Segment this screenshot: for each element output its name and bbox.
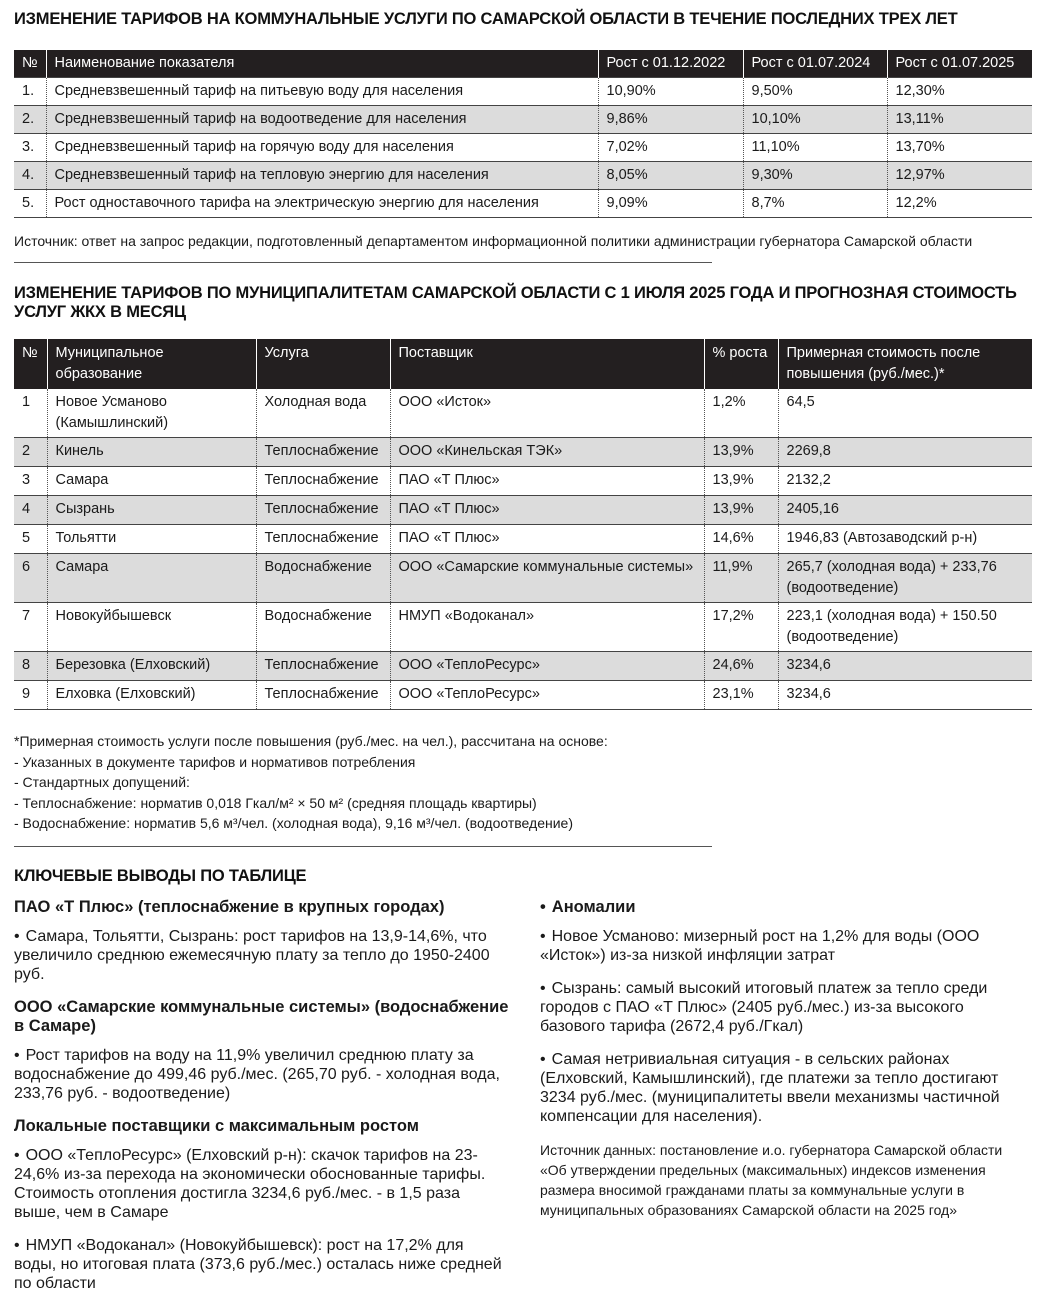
list-item <box>540 927 1020 965</box>
footnote <box>14 731 1014 834</box>
cell-municipality: Новокуйбышевск <box>47 603 256 652</box>
conclusions-left-column <box>14 898 509 1307</box>
cell-number: 5 <box>14 525 47 554</box>
cell-growth-percent: 1,2% <box>704 389 778 438</box>
table-row <box>14 78 1032 106</box>
cell-supplier: НМУП «Водоканал» <box>390 603 704 652</box>
cell-number: 5. <box>14 190 46 218</box>
footnote-line: - Теплоснабжение: норматив 0,018 Гкал/м² × 50 м² (средняя площадь квартиры) <box>14 794 537 811</box>
col-header-estimated-cost: Примерная стоимость после повышения (руб./мес.)* <box>778 339 1032 389</box>
col-header-growth-2025: Рост с 01.07.2025 <box>887 50 1032 78</box>
table-row <box>14 134 1032 162</box>
cell-indicator: Средневзвешенный тариф на тепловую энергию для населения <box>46 162 598 190</box>
cell-growth-2022: 10,90% <box>598 78 743 106</box>
cell-growth-percent: 24,6% <box>704 652 778 681</box>
bullet: • <box>540 980 546 997</box>
list-item-text: ООО «ТеплоРесурс» (Елховский р-н): скачок тарифов на 23-24,6% из-за перехода на экономически обоснованные тарифы. Стоимость отопления достигла 3234,6 руб./мес. - в 1,5 раза выше, чем в Самаре <box>14 1147 486 1221</box>
cell-growth-2022: 8,05% <box>598 162 743 190</box>
col-header-indicator: Наименование показателя <box>46 50 598 78</box>
list-item <box>540 1050 1020 1126</box>
list-item <box>14 927 509 984</box>
cell-municipality: Тольятти <box>47 525 256 554</box>
cell-estimated-cost: 223,1 (холодная вода) + 150.50 (водоотведение) <box>778 603 1032 652</box>
cell-number: 3 <box>14 467 47 496</box>
footnote-line: *Примерная стоимость услуги после повышения (руб./мес. на чел.), рассчитана на основе: <box>14 733 608 749</box>
cell-growth-2025: 12,2% <box>887 190 1032 218</box>
bullet: • <box>14 1237 20 1254</box>
list-item-text: Самая нетривиальная ситуация - в сельских районах (Елховский, Камышлинский), где платежи за тепло достигают 3234 руб./мес. (муниципалитеты ввели механизмы частичной компенсации для населения). <box>540 1051 1000 1125</box>
section-heading: ПАО «Т Плюс» (теплоснабжение в крупных городах) <box>14 898 445 916</box>
cell-estimated-cost: 265,7 (холодная вода) + 233,76 (водоотведение) <box>778 554 1032 603</box>
col-header-service: Услуга <box>256 339 390 389</box>
cell-number: 1. <box>14 78 46 106</box>
section-heading: ООО «Самарские коммунальные системы» (водоснабжение в Самаре) <box>14 998 509 1035</box>
table-row <box>14 496 1032 525</box>
table-header-row <box>14 339 1032 389</box>
cell-municipality: Кинель <box>47 438 256 467</box>
cell-growth-percent: 13,9% <box>704 496 778 525</box>
table-row <box>14 554 1032 603</box>
cell-growth-2024: 11,10% <box>743 134 887 162</box>
table-row <box>14 603 1032 652</box>
list-item <box>14 1236 509 1293</box>
bullet: • <box>540 928 546 945</box>
list-item <box>540 979 1020 1036</box>
cell-supplier: ПАО «Т Плюс» <box>390 467 704 496</box>
table-header-row <box>14 50 1032 78</box>
cell-municipality: Самара <box>47 554 256 603</box>
conclusions-title: КЛЮЧЕВЫЕ ВЫВОДЫ ПО ТАБЛИЦЕ <box>14 867 307 885</box>
cell-estimated-cost: 64,5 <box>778 389 1032 438</box>
cell-indicator: Средневзвешенный тариф на водоотведение для населения <box>46 106 598 134</box>
col-header-number: № <box>22 55 38 71</box>
cell-supplier: ООО «Исток» <box>390 389 704 438</box>
col-header-municipality: Муниципальное образование <box>47 339 256 389</box>
cell-indicator: Рост одноставочного тарифа на электрическую энергию для населения <box>46 190 598 218</box>
col-header-growth-2022: Рост с 01.12.2022 <box>598 50 743 78</box>
section-heading <box>540 898 1020 917</box>
table-row <box>14 652 1032 681</box>
table-row <box>14 525 1032 554</box>
list-item <box>14 1146 509 1222</box>
cell-number: 6 <box>14 554 47 603</box>
divider <box>14 846 712 847</box>
cell-supplier: ООО «Кинельская ТЭК» <box>390 438 704 467</box>
table-row <box>14 162 1032 190</box>
cell-number: 2. <box>14 106 46 134</box>
table-row <box>14 438 1032 467</box>
col-header-growth-percent: % роста <box>704 339 778 389</box>
cell-estimated-cost: 3234,6 <box>778 681 1032 710</box>
cell-estimated-cost: 2269,8 <box>778 438 1032 467</box>
cell-supplier: ООО «ТеплоРесурс» <box>390 652 704 681</box>
cell-number: 1 <box>14 389 47 438</box>
footnote-line: - Водоснабжение: норматив 5,6 м³/чел. (холодная вода), 9,16 м³/чел. (водоотведение) <box>14 815 573 831</box>
cell-estimated-cost: 3234,6 <box>778 652 1032 681</box>
footnote-line: - Указанных в документе тарифов и нормативов потребления <box>14 753 416 770</box>
cell-service: Теплоснабжение <box>256 467 390 496</box>
cell-service: Теплоснабжение <box>256 681 390 710</box>
conclusions-source: Источник данных: постановление и.о. губернатора Самарской области «Об утверждении предельных (максимальных) индексов изменения размера вносимой гражданами платы за коммунальные услуги в муниципальных образованиях Самарской области на 2025 год» <box>540 1142 1003 1218</box>
cell-service: Теплоснабжение <box>256 438 390 467</box>
table-row <box>14 681 1032 710</box>
list-item-text: Рост тарифов на воду на 11,9% увеличил среднюю плату за водоснабжение до 499,46 руб./мес. (265,70 руб. - холодная вода, 233,76 руб. - водоотведение) <box>14 1047 500 1102</box>
table1-source: Источник: ответ на запрос редакции, подготовленный департаментом информационной политики администрации губернатора Самарской области <box>14 233 973 249</box>
bullet: • <box>540 898 546 916</box>
list-item-text: НМУП «Водоканал» (Новокуйбышевск): рост на 17,2% для воды, но итоговая плата (373,6 руб./мес.) осталась ниже средней по области <box>14 1237 502 1292</box>
cell-municipality: Новое Усманово (Камышлинский) <box>47 389 256 438</box>
cell-supplier: ООО «ТеплоРесурс» <box>390 681 704 710</box>
list-item-text: Сызрань: самый высокий итоговый платеж за тепло среди городов с ПАО «Т Плюс» (2405 руб./мес.) из-за высокого базового тарифа (2672,4 руб./Гкал) <box>540 980 988 1035</box>
cell-growth-2024: 10,10% <box>743 106 887 134</box>
cell-growth-2025: 13,70% <box>887 134 1032 162</box>
cell-indicator: Средневзвешенный тариф на горячую воду для населения <box>46 134 598 162</box>
cell-supplier: ПАО «Т Плюс» <box>390 525 704 554</box>
section-heading-text: Аномалии <box>551 898 636 916</box>
conclusions-right-column <box>540 898 1020 1234</box>
cell-growth-2025: 12,30% <box>887 78 1032 106</box>
cell-number: 3. <box>14 134 46 162</box>
tariff-growth-table <box>14 50 1032 218</box>
bullet: • <box>14 1147 20 1164</box>
cell-growth-percent: 13,9% <box>704 438 778 467</box>
cell-number: 8 <box>14 652 47 681</box>
table-row <box>14 389 1032 438</box>
cell-number: 4. <box>14 162 46 190</box>
cell-growth-percent: 17,2% <box>704 603 778 652</box>
divider <box>14 262 712 263</box>
col-header-growth-2024: Рост с 01.07.2024 <box>743 50 887 78</box>
list-item-text: Самара, Тольятти, Сызрань: рост тарифов на 13,9-14,6%, что увеличило среднюю ежемесячную плату за тепло до 1950-2400 руб. <box>14 928 490 983</box>
cell-number: 9 <box>14 681 47 710</box>
cell-indicator: Средневзвешенный тариф на питьевую воду для населения <box>46 78 598 106</box>
cell-number: 7 <box>14 603 47 652</box>
col-header-supplier: Поставщик <box>390 339 704 389</box>
table-row <box>14 190 1032 218</box>
cell-supplier: ПАО «Т Плюс» <box>390 496 704 525</box>
cell-growth-2025: 13,11% <box>887 106 1032 134</box>
cell-growth-percent: 14,6% <box>704 525 778 554</box>
bullet: • <box>540 1051 546 1068</box>
cell-number: 4 <box>14 496 47 525</box>
bullet: • <box>14 1047 20 1064</box>
cell-service: Теплоснабжение <box>256 652 390 681</box>
footnote-line: - Стандартных допущений: <box>14 774 190 790</box>
table2-title: ИЗМЕНЕНИЕ ТАРИФОВ ПО МУНИЦИПАЛИТЕТАМ САМАРСКОЙ ОБЛАСТИ С 1 ИЮЛЯ 2025 ГОДА И ПРОГНОЗНАЯ СТОИМОСТЬ УСЛУГ ЖКХ В МЕСЯЦ <box>14 284 1017 321</box>
cell-growth-2022: 9,86% <box>598 106 743 134</box>
table-row <box>14 467 1032 496</box>
section-heading: Локальные поставщики с максимальным ростом <box>14 1117 419 1135</box>
cell-growth-2024: 9,50% <box>743 78 887 106</box>
cell-growth-2022: 9,09% <box>598 190 743 218</box>
col-header-number: № <box>22 345 38 361</box>
cell-growth-2024: 8,7% <box>743 190 887 218</box>
cell-municipality: Березовка (Елховский) <box>47 652 256 681</box>
cell-estimated-cost: 2132,2 <box>778 467 1032 496</box>
cell-growth-2022: 7,02% <box>598 134 743 162</box>
cell-service: Водоснабжение <box>256 554 390 603</box>
list-item-text: Новое Усманово: мизерный рост на 1,2% для воды (ООО «Исток») из-за низкой инфляции затрат <box>540 928 980 964</box>
municipal-tariff-table <box>14 339 1032 710</box>
cell-growth-2025: 12,97% <box>887 162 1032 190</box>
cell-municipality: Елховка (Елховский) <box>47 681 256 710</box>
list-item <box>14 1046 509 1103</box>
cell-municipality: Сызрань <box>47 496 256 525</box>
cell-growth-percent: 13,9% <box>704 467 778 496</box>
cell-estimated-cost: 1946,83 (Автозаводский р-н) <box>778 525 1032 554</box>
table1-title: ИЗМЕНЕНИЕ ТАРИФОВ НА КОММУНАЛЬНЫЕ УСЛУГИ ПО САМАРСКОЙ ОБЛАСТИ В ТЕЧЕНИЕ ПОСЛЕДНИХ ТРЕХ ЛЕТ <box>14 10 958 28</box>
cell-estimated-cost: 2405,16 <box>778 496 1032 525</box>
cell-service: Водоснабжение <box>256 603 390 652</box>
table-row <box>14 106 1032 134</box>
bullet: • <box>14 928 20 945</box>
cell-service: Теплоснабжение <box>256 496 390 525</box>
cell-service: Теплоснабжение <box>256 525 390 554</box>
cell-growth-2024: 9,30% <box>743 162 887 190</box>
cell-growth-percent: 11,9% <box>704 554 778 603</box>
cell-municipality: Самара <box>47 467 256 496</box>
cell-service: Холодная вода <box>256 389 390 438</box>
cell-supplier: ООО «Самарские коммунальные системы» <box>390 554 704 603</box>
cell-growth-percent: 23,1% <box>704 681 778 710</box>
cell-number: 2 <box>14 438 47 467</box>
